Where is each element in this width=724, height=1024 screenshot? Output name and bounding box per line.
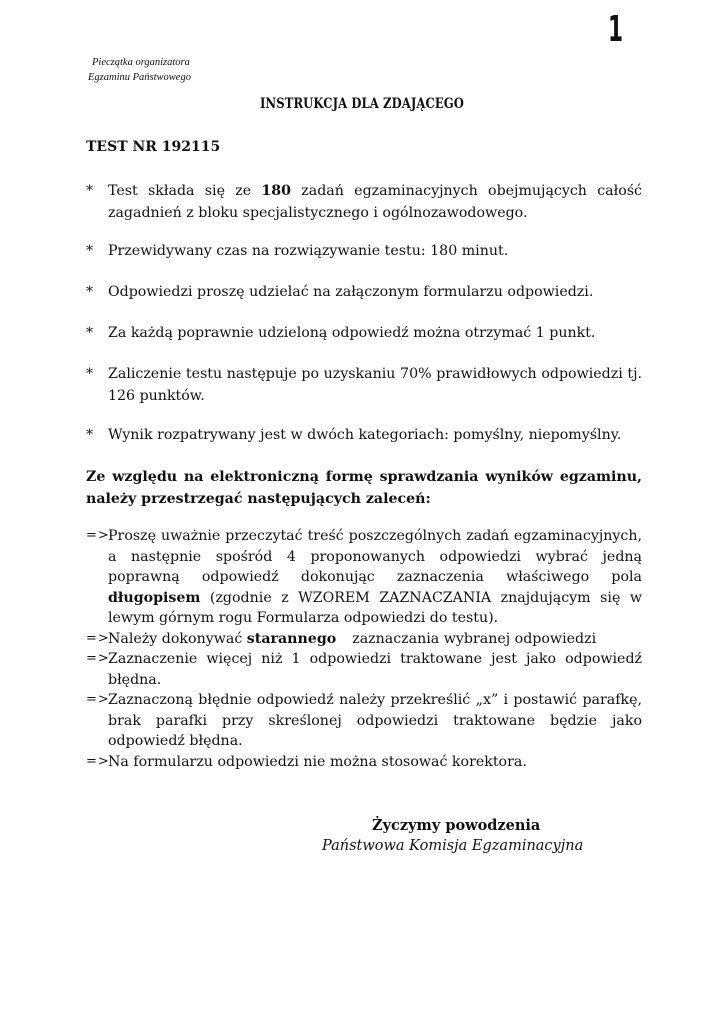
page-number: 1: [608, 9, 624, 50]
bullet-text: Zaliczenie testu następuje po uzyskaniu 70% prawidłowych odpowiedzi tj. 126 punktów.: [108, 366, 642, 404]
bullet-mark: *: [86, 366, 94, 382]
rule-text: [108, 526, 642, 629]
rule-arrow: =>: [86, 651, 110, 666]
notice-heading: Ze względu na elektroniczną formę sprawdzania wyników egzaminu, należy przestrzegać następujących zaleceń:: [86, 469, 642, 507]
bullet-item-3: [86, 281, 642, 303]
bullet-item-6: [86, 424, 642, 446]
bullet-text: Wynik rozpatrywany jest w dwóch kategoriach: pomyślny, niepomyślny.: [108, 427, 622, 443]
bullet-item-5: [86, 363, 642, 407]
rule-item-5: [86, 752, 642, 773]
rule-text: [108, 629, 642, 650]
bullet-mark: *: [86, 284, 94, 300]
bullet-text: Za każdą poprawnie udzieloną odpowiedź można otrzymać 1 punkt.: [108, 325, 596, 341]
stamp-line-1: Pieczątka organizatora: [92, 57, 190, 68]
rule-arrow: =>: [86, 753, 110, 769]
organizer-stamp-label: [88, 55, 191, 85]
pen-emphasis: długopisem: [108, 589, 201, 606]
rule-text-part: Proszę uważnie przeczytać treść poszczególnych zadań egzaminacyjnych, a następnie spośród 4 proponowanych odpowiedzi wybrać jedną poprawną odpowiedź dokonując zaznaczenia właściwego pola: [108, 528, 642, 585]
rule-item-4: [86, 690, 642, 752]
stamp-line-2: Egzaminu Państwowego: [88, 72, 191, 83]
rule-item-2: [86, 629, 642, 650]
signature-block: [300, 816, 600, 856]
rule-text-part: (zgodnie z WZOREM ZAZNACZANIA znajdującym się w lewym górnym rogu Formularza odpowiedzi do testu).: [108, 589, 642, 626]
rules-list: [86, 526, 642, 772]
bullet-text-part: zadań egzaminacyjnych obejmujących całość zagadnień z bloku specjalistycznego i ogólnozawodowego.: [108, 183, 642, 221]
bullet-text-part: Test składa się ze: [108, 183, 262, 199]
rule-text: Zaznaczoną błędnie odpowiedź należy przekreślić „x” i postawić parafkę, brak parafki przy skreślonej odpowiedzi traktowane będzie jako odpowiedź błędna.: [108, 692, 642, 749]
bullet-mark: *: [86, 243, 94, 259]
bullet-item-2: [86, 240, 642, 262]
rule-text: Zaznaczenie więcej niż 1 odpowiedzi traktowane jest jako odpowiedź błędna.: [108, 651, 642, 688]
rule-item-3: [86, 649, 642, 690]
rule-text: Na formularzu odpowiedzi nie można stosować korektora.: [108, 753, 527, 770]
bullet-text: Odpowiedzi proszę udzielać na załączonym formularzu odpowiedzi.: [108, 284, 594, 300]
rule-item-1: [86, 526, 642, 629]
rule-arrow: =>: [86, 692, 110, 707]
rule-arrow: =>: [86, 630, 110, 646]
bullet-text: Przewidywany czas na rozwiązywanie testu: 180 minut.: [108, 243, 509, 259]
test-number: TEST NR 192115: [86, 139, 221, 155]
rule-arrow: =>: [86, 528, 110, 543]
careful-emphasis: starannego: [246, 630, 337, 647]
bullet-mark: *: [86, 427, 94, 443]
bullet-mark: *: [86, 183, 94, 199]
bullet-mark: *: [86, 325, 94, 341]
rule-text-part: zaznaczania wybranej odpowiedzi: [352, 630, 597, 647]
bullet-item-4: [86, 322, 642, 344]
good-luck-wish: Życzymy powodzenia: [372, 817, 541, 834]
rule-text-part: Należy dokonywać: [108, 630, 247, 647]
page-title: INSTRUKCJA DLA ZDAJĄCEGO: [260, 96, 464, 112]
bullet-item-1: [86, 180, 642, 224]
commission-name: Państwowa Komisja Egzaminacyjna: [322, 838, 584, 854]
question-count: 180: [261, 183, 292, 199]
bullet-text: [108, 180, 642, 224]
